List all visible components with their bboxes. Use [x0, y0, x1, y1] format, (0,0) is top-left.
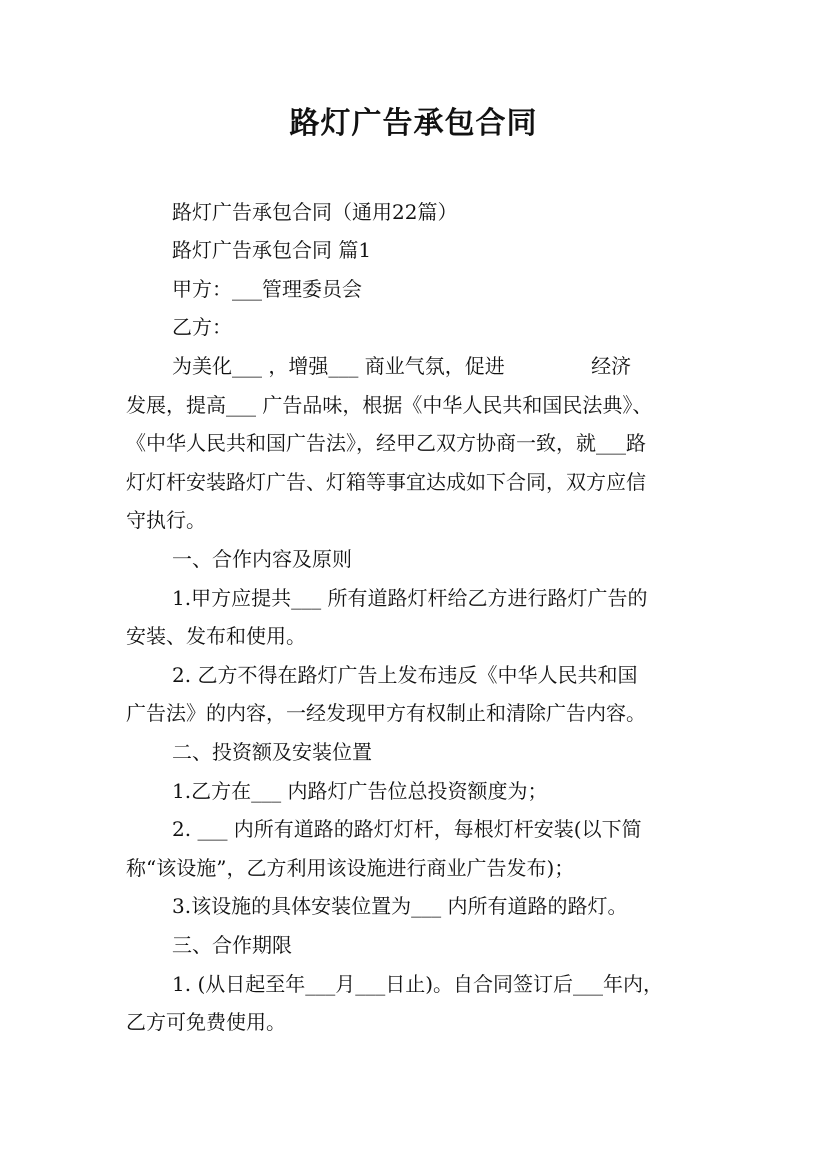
- paragraph-line: 乙方：: [172, 315, 232, 339]
- paragraph-line: 路灯广告承包合同（通用22篇）: [172, 200, 458, 224]
- paragraph-line: 3.该设施的具体安装位置为___ 内所有道路的路灯。: [172, 894, 628, 918]
- paragraph-line: 2. ___ 内所有道路的路灯灯杆，每根灯杆安装(以下简: [172, 817, 642, 841]
- paragraph-line: 2. 乙方不得在路灯广告上发布违反《中华人民共和国: [172, 663, 638, 687]
- paragraph-line: 1. (从日起至年___月___日止)。自合同签订后___年内，: [172, 972, 664, 996]
- paragraph-line: 灯灯杆安装路灯广告、灯箱等事宜达成如下合同，双方应信: [126, 470, 646, 494]
- section-heading: 二、投资额及安装位置: [172, 740, 372, 764]
- paragraph-line: 为美化___ ，增强___ 商业气氛，促进 经济: [172, 354, 632, 378]
- section-heading: 三、合作期限: [172, 933, 292, 957]
- paragraph-line: 1.乙方在___ 内路灯广告位总投资额度为；: [172, 779, 548, 803]
- paragraph-line: 1.甲方应提共___ 所有道路灯杆给乙方进行路灯广告的: [172, 586, 648, 610]
- paragraph-line: 称“该设施”，乙方利用该设施进行商业广告发布)；: [126, 856, 575, 880]
- section-heading: 一、合作内容及原则: [172, 547, 352, 571]
- document-title: 路灯广告承包合同: [289, 106, 538, 141]
- paragraph-line: 甲方：___管理委员会: [172, 277, 362, 301]
- paragraph-line: 守执行。: [126, 508, 206, 532]
- paragraph-line: 路灯广告承包合同 篇1: [172, 238, 372, 262]
- paragraph-line: 广告法》的内容，一经发现甲方有权制止和清除广告内容。: [126, 701, 646, 725]
- paragraph-line: 发展，提高___ 广告品味，根据《中华人民共和国民法典》、: [126, 393, 653, 417]
- paragraph-line: 《中华人民共和国广告法》，经甲乙双方协商一致，就___路: [126, 431, 646, 455]
- paragraph-line: 安装、发布和使用。: [126, 624, 306, 648]
- paragraph-line: 乙方可免费使用。: [126, 1010, 286, 1034]
